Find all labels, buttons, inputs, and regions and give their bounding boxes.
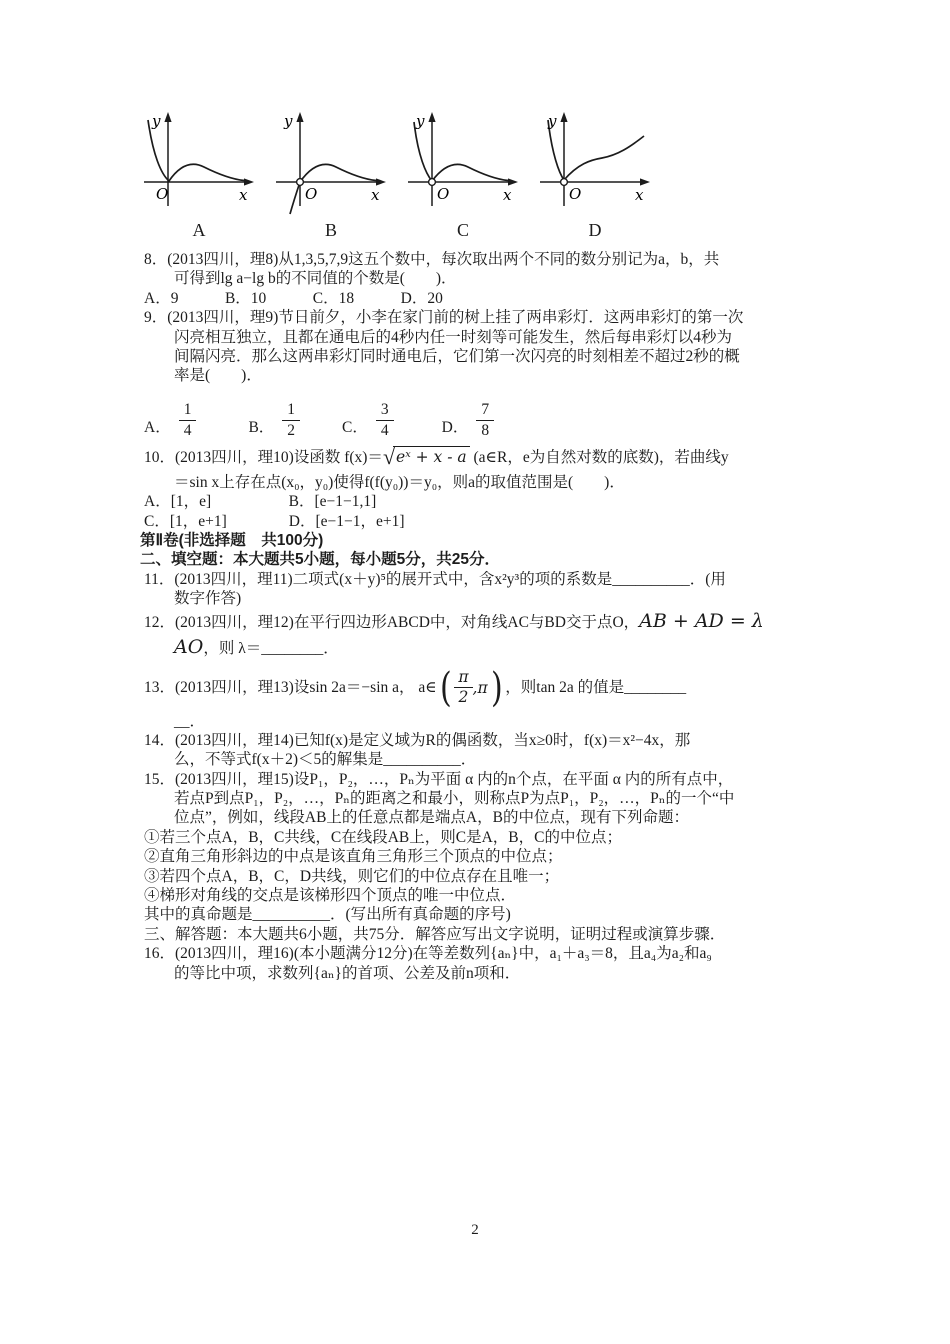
fraction-numerator: 7 (476, 401, 494, 421)
q9-line3: 间隔闪亮．那么这两串彩灯同时通电后，它们第一次闪亮的时刻相差不超过2秒的概 (174, 348, 740, 366)
q9-option-a (144, 401, 196, 438)
q9-line2: 闪亮相互独立，且都在通电后的4秒内任一时刻等可能发生，然后每串彩灯以4秒为 (174, 328, 733, 346)
q11-line2: 数字作答) (174, 590, 242, 608)
origin-label: O (156, 185, 169, 203)
q9-option-a-fraction (179, 401, 197, 440)
origin-label: O (437, 185, 450, 203)
open-point-origin (429, 179, 436, 186)
q9-line4: 率是( )． (174, 367, 262, 385)
q10-options-ab: A．[1，e] B．[e−1−1,1] (144, 493, 377, 511)
q9-option-a-label: A． (144, 419, 171, 437)
q10-line1 (144, 442, 844, 473)
graph-option-b (270, 110, 392, 241)
fraction-numerator: 1 (282, 401, 300, 421)
origin-label: O (305, 185, 318, 203)
y-axis-label: y (548, 112, 557, 130)
q10-options-cd: C．[1，e+1] D．[e−1−1，e+1] (144, 512, 405, 530)
x-axis-label: x (371, 186, 380, 204)
q16-line2: 的等比中项，求数列{aₙ}的首项、公差及前n项和． (174, 964, 521, 982)
x-axis-label: x (239, 186, 248, 204)
q8-line1: 8．(2013四川，理8)从1,3,5,7,9这五个数中，每次取出两个不同的数分别记为a，b，共 (144, 251, 720, 268)
close-paren: ) (490, 664, 503, 711)
q9-option-d-label: D． (441, 419, 469, 437)
fraction-denominator: 2 (458, 688, 469, 707)
sqrt-radical-sign: √ (382, 443, 396, 469)
curve-a (148, 120, 244, 181)
q9-line1: 9．(2013四川，理9)节日前夕，小李在家门前的树上挂了两串彩灯．这两串彩灯的第一次 (144, 309, 744, 327)
q14-line2: 么，不等式f(x＋2)＜5的解集是__________． (174, 751, 477, 769)
graph-c-label: C (456, 220, 469, 240)
q15-line1: 15．(2013四川，理15)设P₁，P₂，…，Pₙ为平面 α 内的n个点，在平面 α 内的所有点中， (144, 770, 734, 788)
y-axis-label: y (152, 112, 161, 130)
q15-item3: ③若四个点A，B，C，D共线，则它们的中位点存在且唯一； (144, 867, 560, 885)
q12-vector-expression: AB + AD = λ (639, 609, 764, 632)
q12-vector-ao: AO (174, 635, 204, 658)
graph-a-label: A (192, 220, 206, 240)
fraction-denominator: 4 (380, 422, 389, 440)
q13-mid: ,π (472, 678, 488, 697)
q9-option-c-label: C． (342, 419, 368, 437)
q10-radicand: eˣ + x - a (393, 446, 470, 466)
q15-line2: 若点P到点P₁，P₂，…，Pₙ的距离之和最小，则称点P为点P₁，P₂，…，Pₙ的一个“中 (174, 789, 735, 807)
q16-line1: 16．(2013四川，理16)(本小题满分12分)在等差数列{aₙ}中，a₁＋a₃＝8，且a₄为a₂和a₉ (144, 945, 712, 963)
section3-title: 三、解答题：本大题共6小题，共75分．解答应写出文字说明，证明过程或演算步骤． (144, 925, 726, 943)
q9-option-b-label: B． (248, 419, 275, 437)
graph-option-a (138, 110, 260, 241)
x-axis-label: x (503, 186, 512, 204)
graph-d-label: D (588, 220, 602, 240)
curve-c (414, 122, 508, 181)
q9-option-b-fraction (282, 401, 300, 440)
graph-b-plot (270, 110, 392, 218)
q8-options: A．9 B．10 C．18 D．20 (144, 289, 443, 307)
q9-option-c (342, 401, 394, 438)
q15-item1: ①若三个点A，B，C共线，C在线段AB上，则C是A，B，C的中位点； (144, 828, 622, 846)
open-paren: ( (439, 664, 452, 711)
q12-line1 (144, 609, 844, 635)
q13-post: ，则tan 2a 的值是________ (505, 678, 687, 696)
q15-item4: ④梯形对角线的交点是该梯形四个顶点的唯一中位点． (144, 886, 517, 904)
q9-options-row (144, 392, 844, 438)
open-point-origin (297, 179, 304, 186)
graph-b-label: B (324, 220, 337, 240)
fraction-denominator: 2 (287, 422, 296, 440)
fraction-denominator: 8 (481, 422, 490, 440)
x-axis-label: x (635, 186, 644, 204)
origin-label: O (569, 185, 582, 203)
q13-pre: 13．(2013四川，理13)设sin 2a＝−sin a， a∈ (144, 678, 437, 696)
fraction-numerator: 3 (376, 401, 394, 421)
section2-subtitle: 二、填空题：本大题共5小题，每小题5分，共25分． (140, 551, 500, 569)
curve-d (548, 120, 644, 180)
q15-answer-blank: 其中的真命题是__________．(写出所有真命题的序号) (144, 906, 511, 924)
q13-pi-over-2-fraction (454, 669, 472, 706)
q8-line2: 可得到lg a−lg b的不同值的个数是( )． (174, 270, 457, 288)
section2-title: 第Ⅱ卷(非选择题 共100分) (140, 532, 324, 550)
q10-line2: ＝sin x上存在点(x₀，y₀)使得f(f(y₀))＝y₀，则a的取值范围是( )． (174, 473, 625, 491)
q12-line1-pre: 12．(2013四川，理12)在平行四边形ABCD中，对角线AC与BD交于点O， (144, 613, 640, 631)
graph-a-plot (138, 110, 260, 218)
graph-d-plot (534, 110, 656, 218)
q11-line1: 11．(2013四川，理11)二项式(x＋y)⁵的展开式中，含x²y³的项的系数是__________．(用 (144, 570, 726, 588)
q10-line1-post: (a∈R，e为自然对数的底数)，若曲线y (469, 448, 729, 466)
page-number: 2 (471, 1222, 479, 1238)
fraction-denominator: 4 (183, 422, 192, 440)
q13-blank-continuation: __． (174, 712, 206, 730)
graph-option-c (402, 110, 524, 241)
q10-line1-pre: 10．(2013四川，理10)设函数 f(x)＝ (144, 448, 383, 466)
q13-line1 (144, 661, 844, 715)
curve-b (290, 164, 376, 214)
question-body (140, 250, 844, 983)
q9-option-b (248, 401, 300, 438)
q15-item2: ②直角三角形斜边的中点是该直角三角形三个顶点的中位点； (144, 848, 563, 866)
graph-option-d (534, 110, 656, 241)
q12-line2-post: ，则 λ＝________． (203, 639, 339, 657)
y-axis-label: y (416, 112, 425, 130)
y-axis-label: y (284, 112, 293, 130)
open-point-origin (561, 179, 568, 186)
q15-line3: 位点”，例如，线段AB上的任意点都是端点A，B的中位点，现有下列命题： (174, 809, 689, 827)
graph-c-plot (402, 110, 524, 218)
q9-option-d-fraction (476, 401, 494, 440)
q12-line2 (144, 635, 844, 661)
option-graphs (138, 110, 656, 241)
q9-option-d (442, 401, 494, 438)
q14-line1: 14．(2013四川，理14)已知f(x)是定义域为R的偶函数，当x≥0时，f(x)＝x²−4x，那 (144, 731, 691, 749)
fraction-numerator: π (454, 669, 472, 688)
q9-option-c-fraction (376, 401, 394, 440)
fraction-numerator: 1 (179, 401, 197, 421)
